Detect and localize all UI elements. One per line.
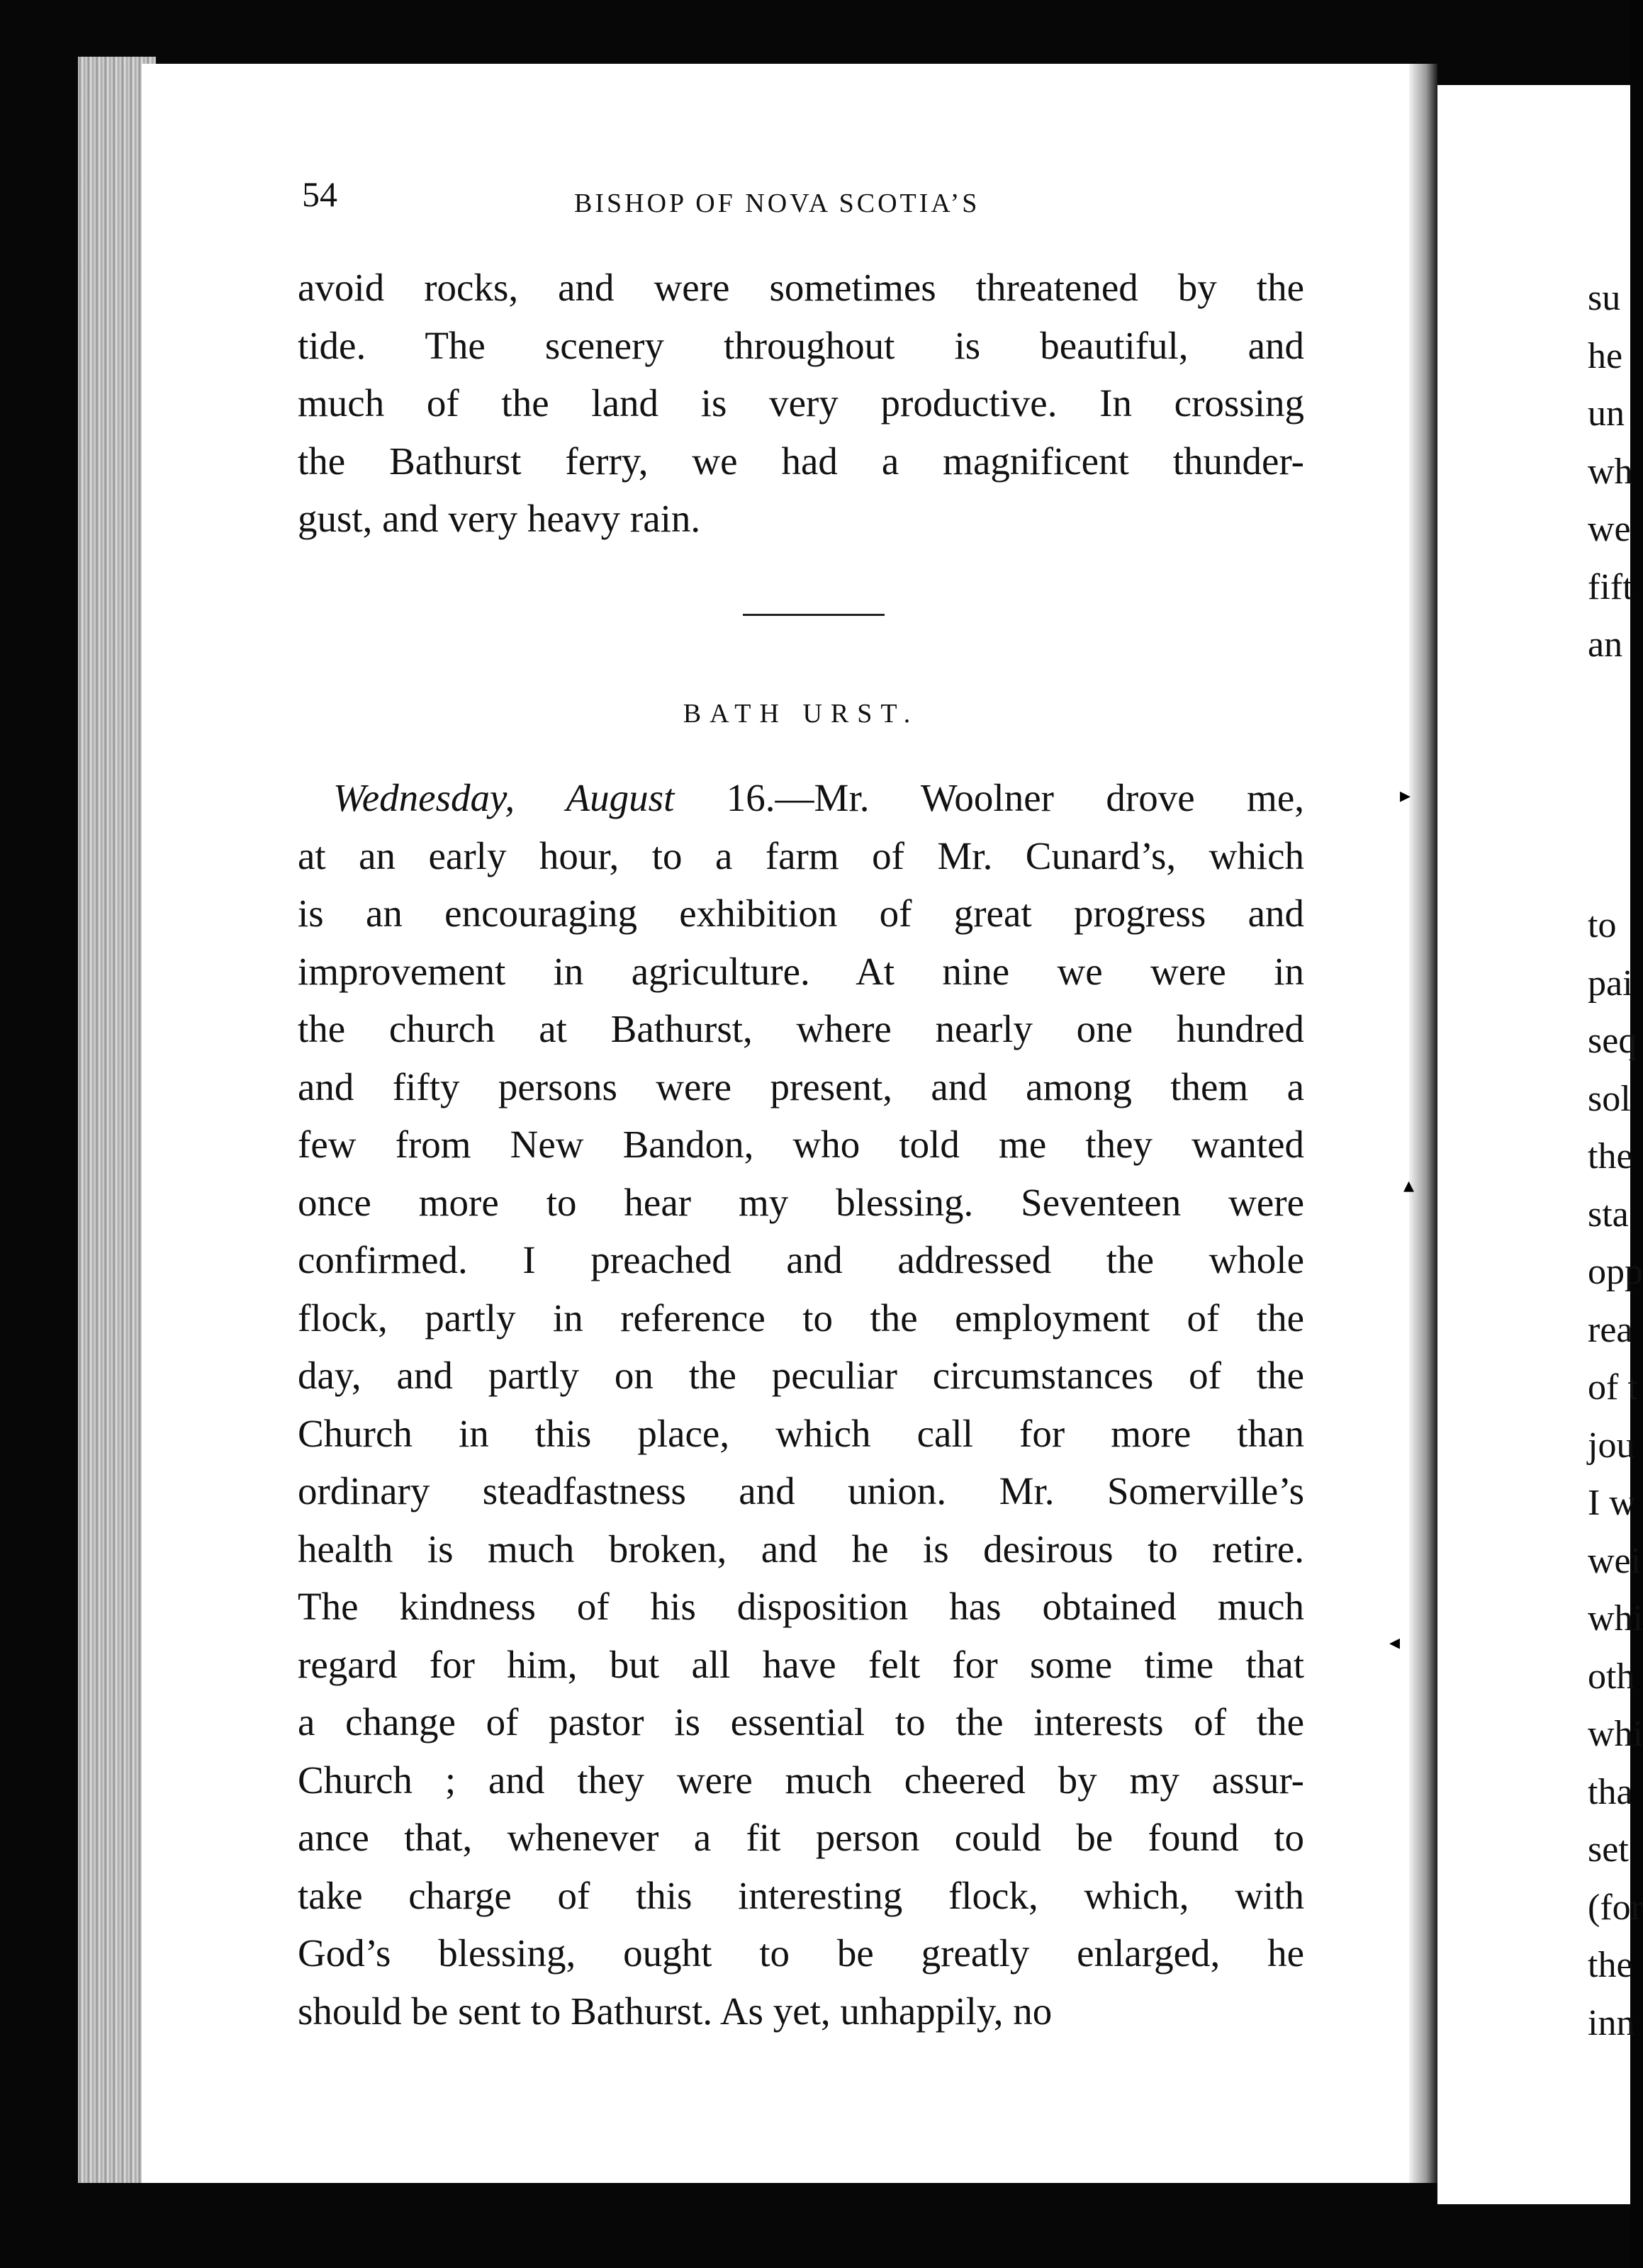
facing-page-fragment: whi xyxy=(1588,1598,1643,1639)
facing-page-fragment: we xyxy=(1588,509,1631,549)
paragraph-line: ordinary steadfastness and union. Mr. Somerville’s xyxy=(298,1469,1304,1512)
book-gutter xyxy=(1409,64,1437,2183)
facing-page-fragment: un xyxy=(1588,393,1625,434)
facing-page-fragment: (for xyxy=(1588,1887,1643,1928)
facing-page-fragment: the xyxy=(1588,1136,1633,1177)
paragraph-line: day, and partly on the peculiar circumstances of the xyxy=(298,1354,1304,1397)
facing-page-fragment: whi xyxy=(1588,1714,1643,1754)
facing-page-fragment: oth xyxy=(1588,1656,1635,1697)
facing-page-fragments-bottom xyxy=(1588,897,1643,2052)
first-line-rest: 16.—Mr. Woolner drove me, xyxy=(674,776,1304,819)
paragraph-line xyxy=(298,769,1304,827)
facing-page-fragment: opp xyxy=(1588,1252,1643,1292)
paragraph-line: take charge of this interesting flock, which, with xyxy=(298,1873,1304,1917)
paragraph-line: confirmed. I preached and addressed the whole xyxy=(298,1238,1304,1281)
facing-page-fragment: seq xyxy=(1588,1021,1637,1061)
paragraph-line: health is much broken, and he is desirous to retire. xyxy=(298,1527,1304,1571)
paragraph-line: improvement in agriculture. At nine we were in xyxy=(298,949,1304,993)
main-paragraph xyxy=(298,769,1304,2040)
facing-page-fragment: sta xyxy=(1588,1194,1629,1235)
facing-page-fragment: pai xyxy=(1588,962,1633,1004)
facing-page-fragment: an xyxy=(1588,624,1623,665)
paragraph-line: The kindness of his disposition has obtained much xyxy=(298,1585,1304,1628)
facing-page-fragment: of t xyxy=(1588,1367,1638,1408)
running-head: BISHOP OF NOVA SCOTIA’S xyxy=(574,189,980,218)
margin-mark: ◂ xyxy=(1389,1631,1401,1654)
facing-page-fragment: wh xyxy=(1588,451,1633,492)
paragraph-line: Church ; and they were much cheered by my assur- xyxy=(298,1758,1304,1802)
paragraph-line: should be sent to Bathurst. As yet, unhappily, no xyxy=(298,1989,1053,2033)
facing-page-fragment: jou xyxy=(1588,1425,1635,1466)
paragraph-line: avoid rocks, and were sometimes threatened by the xyxy=(298,266,1304,309)
paragraph-line: a change of pastor is essential to the interests of the xyxy=(298,1700,1304,1744)
facing-page-fragment: rea xyxy=(1588,1309,1633,1350)
facing-page-fragment: fift xyxy=(1588,566,1633,607)
paragraph-line: regard for him, but all have felt for some time that xyxy=(298,1642,1304,1686)
paragraph-line: Church in this place, which call for more than xyxy=(298,1411,1304,1455)
paragraph-line: much of the land is very productive. In crossing xyxy=(298,381,1304,425)
facing-page-fragment: su xyxy=(1588,278,1621,318)
margin-mark: ▸ xyxy=(1400,784,1411,807)
paragraph-line: the Bathurst ferry, we had a magnificent thunder- xyxy=(298,439,1304,483)
margin-mark: ▴ xyxy=(1403,1174,1415,1197)
facing-page-fragment: inn xyxy=(1588,2002,1635,2043)
paragraph-line: at an early hour, to a farm of Mr. Cunard’s, which xyxy=(298,833,1304,877)
facing-page-fragment: wei xyxy=(1588,1540,1642,1581)
page-number: 54 xyxy=(302,174,337,214)
facing-page-fragment: sol xyxy=(1588,1078,1631,1119)
section-divider xyxy=(743,614,885,616)
paragraph-line: and fifty persons were present, and among them a xyxy=(298,1065,1304,1108)
facing-page-fragment: he xyxy=(1588,335,1623,376)
paragraph-line: ance that, whenever a fit person could be found to xyxy=(298,1816,1304,1859)
paragraph-line: tide. The scenery throughout is beautiful, and xyxy=(298,323,1304,367)
facing-page-fragment: the xyxy=(1588,1945,1633,1985)
italic-date: Wednesday, August xyxy=(333,776,675,819)
paragraph-line: once more to hear my blessing. Seventeen were xyxy=(298,1180,1304,1224)
facing-page-fragment: set xyxy=(1588,1829,1629,1870)
paragraph-line: gust, and very heavy rain. xyxy=(298,497,701,540)
section-title: BATH URST. xyxy=(683,699,919,729)
paragraph-line: flock, partly in reference to the employment of the xyxy=(298,1296,1304,1340)
top-paragraph xyxy=(298,259,1304,548)
facing-page-fragment: tha xyxy=(1588,1771,1633,1812)
paragraph-line: is an encouraging exhibition of great progress and xyxy=(298,892,1304,935)
facing-page-fragments-top xyxy=(1588,269,1633,674)
facing-page-fragment: I w xyxy=(1588,1483,1636,1523)
paragraph-line: the church at Bathurst, where nearly one hundred xyxy=(298,1007,1304,1050)
facing-page-fragment: to xyxy=(1588,905,1617,945)
paragraph-line: few from New Bandon, who told me they wanted xyxy=(298,1123,1304,1166)
paragraph-line: God’s blessing, ought to be greatly enlarged, he xyxy=(298,1931,1304,1975)
